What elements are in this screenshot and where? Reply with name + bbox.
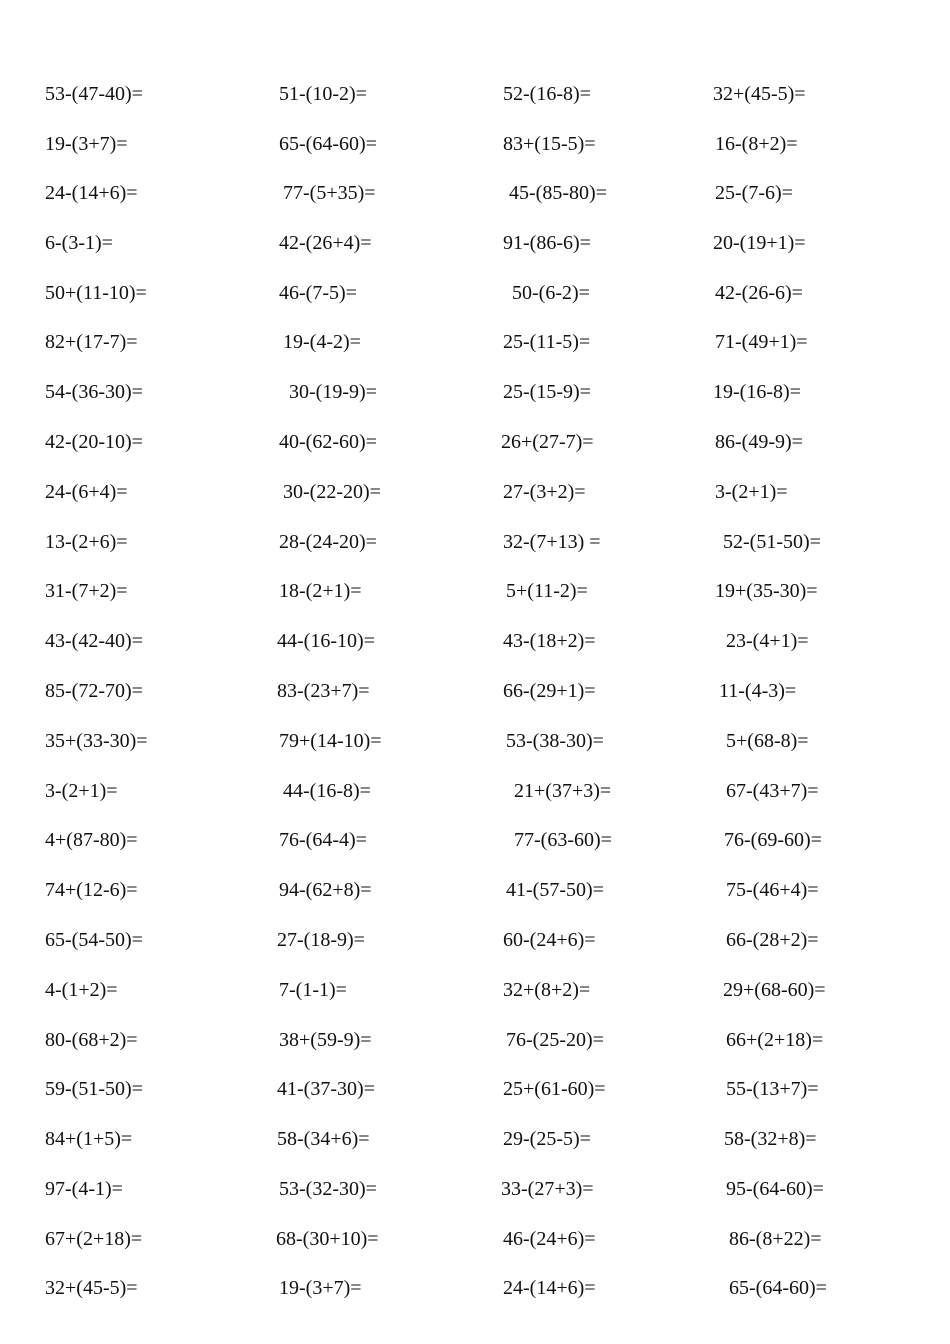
problem: 77-(5+35)=: [283, 182, 376, 204]
problem: 60-(24+6)=: [503, 929, 596, 951]
problem: 65-(64-60)=: [279, 133, 377, 155]
problem-row: [0, 626, 950, 656]
problem-row: [0, 875, 950, 905]
problem: 28-(24-20)=: [279, 531, 377, 553]
problem: 35+(33-30)=: [45, 730, 148, 752]
problem: 66+(2+18)=: [726, 1029, 824, 1051]
problem: 24-(6+4)=: [45, 481, 128, 503]
problem: 5+(68-8)=: [726, 730, 809, 752]
problem: 25+(61-60)=: [503, 1078, 606, 1100]
problem: 42-(26+4)=: [279, 232, 372, 254]
problem: 7-(1-1)=: [279, 979, 347, 1001]
problem: 23-(4+1)=: [726, 630, 809, 652]
problem-row: [0, 327, 950, 357]
problem: 66-(29+1)=: [503, 680, 596, 702]
problem: 83+(15-5)=: [503, 133, 596, 155]
problem: 83-(23+7)=: [277, 680, 370, 702]
problem: 25-(7-6)=: [715, 182, 793, 204]
problem: 32+(45-5)=: [713, 83, 806, 105]
problem: 42-(20-10)=: [45, 431, 143, 453]
problem: 94-(62+8)=: [279, 879, 372, 901]
problem-row: [0, 477, 950, 507]
problem: 42-(26-6)=: [715, 282, 803, 304]
problem: 66-(28+2)=: [726, 929, 819, 951]
problem: 75-(46+4)=: [726, 879, 819, 901]
problem: 29+(68-60)=: [723, 979, 826, 1001]
problem: 32-(7+13) =: [503, 531, 601, 553]
problem: 27-(3+2)=: [503, 481, 586, 503]
problem: 76-(69-60)=: [724, 829, 822, 851]
problem: 41-(37-30)=: [277, 1078, 375, 1100]
problem-row: [0, 1224, 950, 1254]
problem: 50+(11-10)=: [45, 282, 147, 304]
problem: 25-(15-9)=: [503, 381, 591, 403]
problem-row: [0, 228, 950, 258]
problem: 95-(64-60)=: [726, 1178, 824, 1200]
problem: 33-(27+3)=: [501, 1178, 594, 1200]
problem: 77-(63-60)=: [514, 829, 612, 851]
problem: 25-(11-5)=: [503, 331, 591, 353]
problem: 31-(7+2)=: [45, 580, 128, 602]
problem: 84+(1+5)=: [45, 1128, 133, 1150]
problem: 24-(14+6)=: [45, 182, 138, 204]
problem: 24-(14+6)=: [503, 1277, 596, 1299]
problem: 20-(19+1)=: [713, 232, 806, 254]
problem: 53-(32-30)=: [279, 1178, 377, 1200]
problem: 11-(4-3)=: [719, 680, 797, 702]
problem: 44-(16-10)=: [277, 630, 375, 652]
problem: 50-(6-2)=: [512, 282, 590, 304]
problem: 45-(85-80)=: [509, 182, 607, 204]
problem: 5+(11-2)=: [506, 580, 588, 602]
problem-row: [0, 1174, 950, 1204]
problem: 52-(51-50)=: [723, 531, 821, 553]
problem: 71-(49+1)=: [715, 331, 808, 353]
problem-row: [0, 427, 950, 457]
problem: 29-(25-5)=: [503, 1128, 591, 1150]
problem-row: [0, 975, 950, 1005]
problem-row: [0, 925, 950, 955]
problem: 80-(68+2)=: [45, 1029, 138, 1051]
problem: 91-(86-6)=: [503, 232, 591, 254]
problem: 18-(2+1)=: [279, 580, 362, 602]
problem: 4+(87-80)=: [45, 829, 138, 851]
problem-row: [0, 79, 950, 109]
problem: 46-(7-5)=: [279, 282, 357, 304]
problem: 13-(2+6)=: [45, 531, 128, 553]
problem: 58-(32+8)=: [724, 1128, 817, 1150]
problem: 32+(8+2)=: [503, 979, 591, 1001]
problem-row: [0, 1124, 950, 1154]
problem: 59-(51-50)=: [45, 1078, 143, 1100]
problem: 40-(62-60)=: [279, 431, 377, 453]
problem: 38+(59-9)=: [279, 1029, 372, 1051]
problem: 21+(37+3)=: [514, 780, 612, 802]
problem-row: [0, 278, 950, 308]
problem: 19-(3+7)=: [279, 1277, 362, 1299]
problem: 32+(45-5)=: [45, 1277, 138, 1299]
problem-row: [0, 726, 950, 756]
problem: 86-(49-9)=: [715, 431, 803, 453]
problem: 55-(13+7)=: [726, 1078, 819, 1100]
problem: 44-(16-8)=: [283, 780, 371, 802]
problem: 67-(43+7)=: [726, 780, 819, 802]
problem-row: [0, 825, 950, 855]
problem-row: [0, 527, 950, 557]
problem: 65-(64-60)=: [729, 1277, 827, 1299]
problem: 19-(4-2)=: [283, 331, 361, 353]
problem: 41-(57-50)=: [506, 879, 604, 901]
problem-row: [0, 178, 950, 208]
problem: 51-(10-2)=: [279, 83, 367, 105]
problem: 65-(54-50)=: [45, 929, 143, 951]
problem: 19+(35-30)=: [715, 580, 818, 602]
problem: 54-(36-30)=: [45, 381, 143, 403]
problem: 68-(30+10)=: [276, 1228, 379, 1250]
problem: 19-(16-8)=: [713, 381, 801, 403]
problem: 74+(12-6)=: [45, 879, 138, 901]
problem-row: [0, 676, 950, 706]
problem-row: [0, 1074, 950, 1104]
problem: 53-(47-40)=: [45, 83, 143, 105]
problem: 4-(1+2)=: [45, 979, 118, 1001]
problem: 76-(64-4)=: [279, 829, 367, 851]
problem: 16-(8+2)=: [715, 133, 798, 155]
problem: 67+(2+18)=: [45, 1228, 143, 1250]
problem: 46-(24+6)=: [503, 1228, 596, 1250]
problem: 26+(27-7)=: [501, 431, 594, 453]
problem: 27-(18-9)=: [277, 929, 365, 951]
problem: 30-(22-20)=: [283, 481, 381, 503]
problem: 79+(14-10)=: [279, 730, 382, 752]
problem: 85-(72-70)=: [45, 680, 143, 702]
problem: 3-(2+1)=: [45, 780, 118, 802]
problem: 86-(8+22)=: [729, 1228, 822, 1250]
problem: 53-(38-30)=: [506, 730, 604, 752]
problem-row: [0, 1025, 950, 1055]
problem: 3-(2+1)=: [715, 481, 788, 503]
problem: 19-(3+7)=: [45, 133, 128, 155]
problem: 43-(42-40)=: [45, 630, 143, 652]
problem-row: [0, 776, 950, 806]
problem: 97-(4-1)=: [45, 1178, 123, 1200]
problem: 58-(34+6)=: [277, 1128, 370, 1150]
problem: 76-(25-20)=: [506, 1029, 604, 1051]
problem-row: [0, 576, 950, 606]
problem-row: [0, 1273, 950, 1303]
problem-row: [0, 129, 950, 159]
problem: 43-(18+2)=: [503, 630, 596, 652]
problem: 30-(19-9)=: [289, 381, 377, 403]
problem-row: [0, 377, 950, 407]
problem: 52-(16-8)=: [503, 83, 591, 105]
problem: 82+(17-7)=: [45, 331, 138, 353]
problem: 6-(3-1)=: [45, 232, 113, 254]
